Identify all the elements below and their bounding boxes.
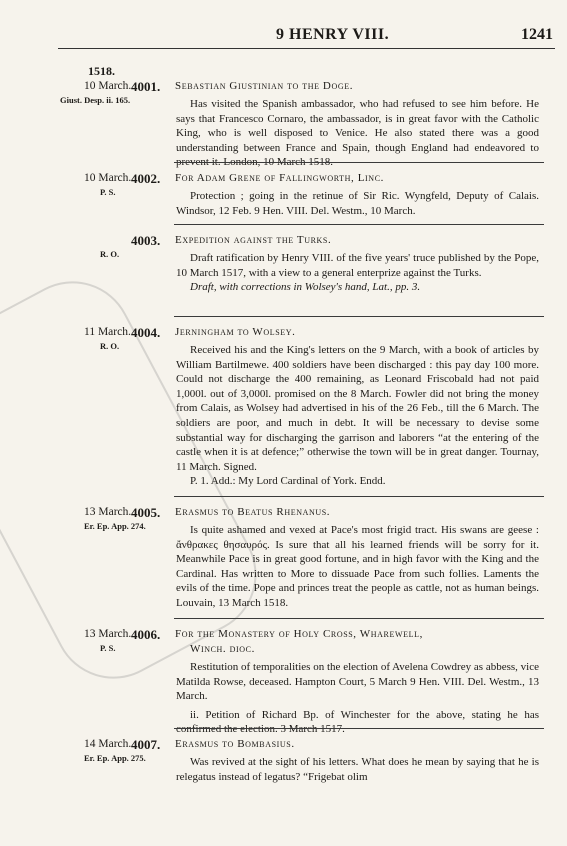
entry-paragraph: Protection ; going in the retinue of Sir Ric. Wyngfeld, Deputy of Calais. Windsor, 12 Feb. 9 Hen. VIII. Del. Westm., 10 March. xyxy=(176,190,539,217)
entry-body xyxy=(176,523,539,611)
entry-title: Erasmus to Bombasius. xyxy=(175,738,295,750)
entry-title: For the Monastery of Holy Cross, Wharewell, xyxy=(175,628,423,640)
entry-number: 4003. xyxy=(131,233,161,248)
entry-number: 4004. xyxy=(131,325,161,340)
entry-title-continued: Winch. dioc. xyxy=(190,643,255,655)
entry-divider xyxy=(174,618,544,619)
entry-source: R. O. xyxy=(100,249,120,259)
entry-date: 13 March. xyxy=(84,628,132,640)
entry-source: Er. Ep. App. 274. xyxy=(84,521,146,531)
entry-body xyxy=(176,660,539,737)
entry-date: 10 March. xyxy=(84,172,132,184)
entry-body xyxy=(176,343,539,489)
entry-paragraph: Draft ratification by Henry VIII. of the five years' truce published by the Pope, 10 March 1517, with a view to a general enterprize against the Turks. xyxy=(176,252,539,279)
entry-date: 11 March. xyxy=(84,326,131,338)
entry-title: Erasmus to Beatus Rhenanus. xyxy=(175,506,331,518)
entry-body xyxy=(176,189,539,218)
entry-paragraph: Is quite ashamed and vexed at Pace's most frigid tract. His swans are geese : ἄνθρακες θησαυρός. Is sure that all his learned friends will be sorry for it. Meanwhile Pace is in great good fortune, and in high favor with the King and the Cardinal. Has written to More to dissuade Pace from such follies. Laments the evils of the time. Pope and princes treat the people as cattle, not as human beings. Louvain, 13 March 1518. xyxy=(176,524,539,609)
entry-source: Giust. Desp. ii. 165. xyxy=(60,95,131,105)
entry-body xyxy=(176,755,539,784)
year-heading: 1518. xyxy=(88,64,115,78)
entry-source: Er. Ep. App. 275. xyxy=(84,753,146,763)
running-head: 9 HENRY VIII. xyxy=(276,26,390,43)
entry-number: 4007. xyxy=(131,737,161,752)
entry-paragraph: Has visited the Spanish ambassador, who had refused to see him before. He says that Francesco Cornaro, the ambassador, is in great favor with the Catholic King, who is well disposed to Venice. He also stated there was a good understanding between France and Spain, though England had endeavored to prevent it. London, 10 March 1518. xyxy=(176,98,539,169)
entry-title: Sebastian Giustinian to the Doge. xyxy=(175,80,354,92)
entry-title: Jerningham to Wolsey. xyxy=(175,326,296,338)
entry-divider xyxy=(174,316,544,317)
entry-note: P. 1. Add.: My Lord Cardinal of York. Endd. xyxy=(190,475,386,488)
entry-paragraph: Restitution of temporalities on the election of Avelena Cowdrey as abbess, vice Matilda Rowse, deceased. Hampton Court, 5 March 9 Hen. VIII. Del. Westm., 13 March. xyxy=(176,661,539,703)
entry-divider xyxy=(174,496,544,497)
entry-source: R. O. xyxy=(100,341,120,351)
entry-source: P. S. xyxy=(100,643,116,653)
entry-body xyxy=(176,97,539,170)
entry-divider xyxy=(174,162,544,163)
page-header xyxy=(0,26,567,48)
entry-divider xyxy=(174,224,544,225)
entry-title: For Adam Grene of Fallingworth, Linc. xyxy=(175,172,384,184)
entry-number: 4001. xyxy=(131,79,161,94)
entry-divider xyxy=(174,728,544,729)
entry-title: Expedition against the Turks. xyxy=(175,234,332,246)
entry-number: 4002. xyxy=(131,171,161,186)
entry-paragraph: Was revived at the sight of his letters. What does he mean by saying that he is relegatus instead of legatus? “Frigebat olim xyxy=(176,756,539,783)
entry-paragraph: ii. Petition of Richard Bp. of Winchester for the above, stating he has confirmed the election. 3 March 1517. xyxy=(176,708,539,736)
entry-number: 4005. xyxy=(131,505,161,520)
entry-date: 10 March. xyxy=(84,80,132,92)
entry-source: P. S. xyxy=(100,187,116,197)
page-number: 1241 xyxy=(521,26,553,43)
entry-body xyxy=(176,251,539,295)
entry-note: Draft, with corrections in Wolsey's hand, Lat., pp. 3. xyxy=(190,281,421,294)
header-rule xyxy=(58,48,555,49)
entry-paragraph: Received his and the King's letters on the 9 March, with a book of articles by William Bartilmewe. 400 soldiers have been discharged : this pay day 100 more. Could not discharge the 400 remaining, as Leonard Friscobald had not paid 1,000l. out of 3,000l. promised on the 8 March. Fowler did not bring the money from Calais, as Wolsey had advertised in his of the 26 Feb., till the 6 March. The soldiers are poor, and much in debt. It will be necessary to devise some substantial way for discharging the garrison and laborers “at the entering of the castle when it is at defence;” otherwise the town will be in great danger. Tournay, 11 March. Signed. xyxy=(176,344,539,473)
entry-date: 13 March. xyxy=(84,506,132,518)
entry-number: 4006. xyxy=(131,627,161,642)
entry-date: 14 March. xyxy=(84,738,132,750)
